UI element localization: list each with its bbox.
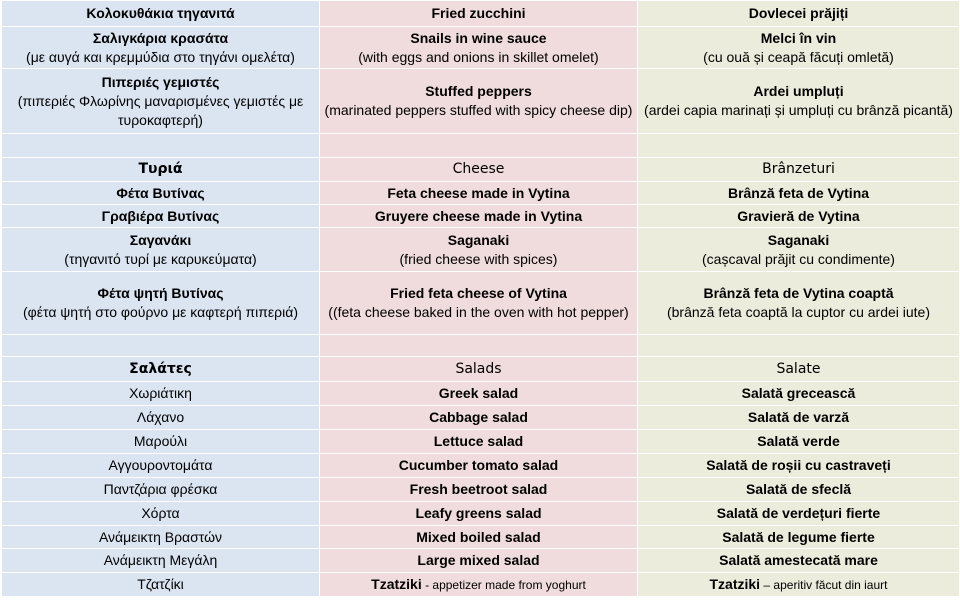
dish-name-en: Stuffed peppers (425, 83, 532, 99)
spacer-cell (638, 134, 960, 158)
dish-name-gr: Λάχανο (2, 406, 320, 430)
dish-name-gr: Κολοκυθάκια τηγανιτά (2, 1, 320, 27)
table-row (2, 526, 960, 549)
spacer-cell (2, 134, 320, 158)
dish-name-ro: Gravieră de Vytina (638, 205, 960, 228)
dish-name-gr: Φέτα Βυτίνας (2, 182, 320, 205)
table-row-spacer (2, 134, 960, 158)
dish-name-en: Saganaki (447, 231, 510, 248)
table-row (2, 69, 960, 134)
dish-name-en: Leafy greens salad (320, 502, 638, 526)
section-title-ro: Salate (638, 357, 960, 382)
table-row (2, 27, 960, 69)
spacer-cell (638, 335, 960, 357)
table-row (2, 478, 960, 502)
dish-name-ro: Salată de roșii cu castraveți (638, 454, 960, 478)
dish-name-gr: Σαγανάκι (129, 231, 192, 248)
section-title-en: Cheese (320, 158, 638, 182)
dish-name-ro: Dovlecei prăjiți (638, 1, 960, 27)
dish-desc-gr: (τηγανιτό τυρί με καρυκεύματα) (64, 250, 257, 267)
dish-desc-en: (fried cheese with spices) (399, 250, 558, 267)
dish-name-ro: Salată de sfeclă (638, 478, 960, 502)
dish-name-en: Fried feta cheese of Vytina (390, 285, 567, 301)
dish-desc-en: - appetizer made from yoghurt (421, 577, 586, 592)
dish-name-en: Gruyere cheese made in Vytina (320, 205, 638, 228)
dish-name-ro: Salată amestecată mare (638, 549, 960, 573)
table-row (2, 272, 960, 335)
table-row (2, 454, 960, 478)
dish-name-gr: Γραβιέρα Βυτίνας (2, 205, 320, 228)
dish-name-ro: Tzatziki (709, 575, 761, 592)
dish-name-ro: Salată verde (638, 430, 960, 454)
dish-cell-gr (2, 228, 320, 272)
dish-desc-en: (marinated peppers stuffed with spicy cheese dip) (324, 102, 633, 118)
table-row (2, 228, 960, 272)
section-title-en: Salads (320, 357, 638, 382)
dish-name-gr: Ανάμεικτη Μεγάλη (2, 549, 320, 573)
dish-name-en: Snails in wine sauce (410, 29, 547, 46)
dish-name-gr: Τζατζίκι (2, 573, 320, 597)
dish-desc-gr: (φέτα ψητή στο φούρνο με καφτερή πιπεριά) (23, 304, 298, 320)
dish-name-gr: Φέτα ψητή Βυτίνας (97, 285, 224, 301)
dish-cell-gr (2, 272, 320, 335)
dish-desc-ro: (cu ouă și ceapă făcuți omletă) (703, 48, 894, 65)
dish-desc-ro: (brânză feta coaptă la cuptor cu ardei iute) (666, 304, 931, 320)
dish-name-en: Mixed boiled salad (320, 526, 638, 549)
dish-cell-ro (638, 228, 960, 272)
dish-name-gr: Παντζάρια φρέσκα (2, 478, 320, 502)
dish-name-gr: Πιπεριές γεμιστές (101, 73, 220, 90)
dish-name-gr: Μαρούλι (2, 430, 320, 454)
table-row (2, 502, 960, 526)
dish-name-en: Cabbage salad (320, 406, 638, 430)
dish-name-ro: Melci în vin (760, 29, 837, 46)
section-title-ro: Brânzeturi (638, 158, 960, 182)
dish-desc-ro: (ardei capia marinați și umpluți cu brânză picantă) (644, 102, 953, 118)
dish-name-ro: Ardei umpluți (753, 83, 844, 99)
spacer-cell (320, 134, 638, 158)
dish-cell-gr (2, 27, 320, 69)
table-row (2, 406, 960, 430)
dish-desc-gr: (πιπεριές Φλωρίνης μαναρισμένες γεμιστές με τυροκαφτερή) (17, 92, 304, 128)
spacer-cell (2, 335, 320, 357)
dish-cell-en (320, 272, 638, 335)
spacer-cell (320, 335, 638, 357)
dish-name-gr: Ανάμεικτη Βραστών (2, 526, 320, 549)
dish-name-en: Feta cheese made in Vytina (320, 182, 638, 205)
dish-desc-ro: – aperitiv făcut din iaurt (760, 577, 888, 592)
dish-name-ro: Salată de verdețuri fierte (638, 502, 960, 526)
dish-cell-ro (638, 272, 960, 335)
dish-desc-ro: (cașcaval prăjit cu condimente) (702, 250, 895, 267)
dish-name-gr: Αγγουροντομάτα (2, 454, 320, 478)
dish-name-ro: Salată de legume fierte (638, 526, 960, 549)
menu-table (1, 0, 960, 597)
dish-cell-ro (638, 27, 960, 69)
dish-name-en: Fresh beetroot salad (320, 478, 638, 502)
dish-name-ro: Saganaki (767, 231, 830, 248)
dish-desc-en: (with eggs and onions in skillet omelet) (358, 48, 599, 65)
table-row (2, 430, 960, 454)
dish-name-en: Cucumber tomato salad (320, 454, 638, 478)
dish-name-en: Tzatziki (371, 575, 422, 592)
dish-desc-gr: (με αυγά και κρεμμύδια στο τηγάνι ομελέτα) (26, 48, 295, 65)
dish-cell-en (320, 27, 638, 69)
dish-cell-en (320, 573, 638, 597)
table-row (2, 182, 960, 205)
table-row (2, 382, 960, 406)
dish-cell-en (320, 228, 638, 272)
dish-name-en: Large mixed salad (320, 549, 638, 573)
dish-desc-en: ((feta cheese baked in the oven with hot pepper) (328, 304, 629, 320)
dish-name-gr: Χωριάτικη (2, 382, 320, 406)
dish-name-ro: Brânză feta de Vytina coaptă (703, 285, 894, 301)
dish-name-gr: Σαλιγκάρια κρασάτα (92, 29, 229, 46)
dish-name-en: Fried zucchini (320, 1, 638, 27)
table-row-spacer (2, 335, 960, 357)
dish-name-gr: Χόρτα (2, 502, 320, 526)
dish-name-en: Greek salad (320, 382, 638, 406)
section-header-row (2, 158, 960, 182)
section-header-row (2, 357, 960, 382)
dish-cell-gr (2, 69, 320, 134)
dish-cell-en (320, 69, 638, 134)
dish-cell-ro (638, 69, 960, 134)
dish-name-ro: Salată de varză (638, 406, 960, 430)
table-row (2, 205, 960, 228)
section-title-gr: Τυριά (2, 158, 320, 182)
table-row (2, 573, 960, 597)
dish-cell-ro (638, 573, 960, 597)
section-title-gr: Σαλάτες (2, 357, 320, 382)
table-row (2, 1, 960, 27)
dish-name-ro: Brânză feta de Vytina (638, 182, 960, 205)
table-row (2, 549, 960, 573)
dish-name-en: Lettuce salad (320, 430, 638, 454)
dish-name-ro: Salată grecească (638, 382, 960, 406)
